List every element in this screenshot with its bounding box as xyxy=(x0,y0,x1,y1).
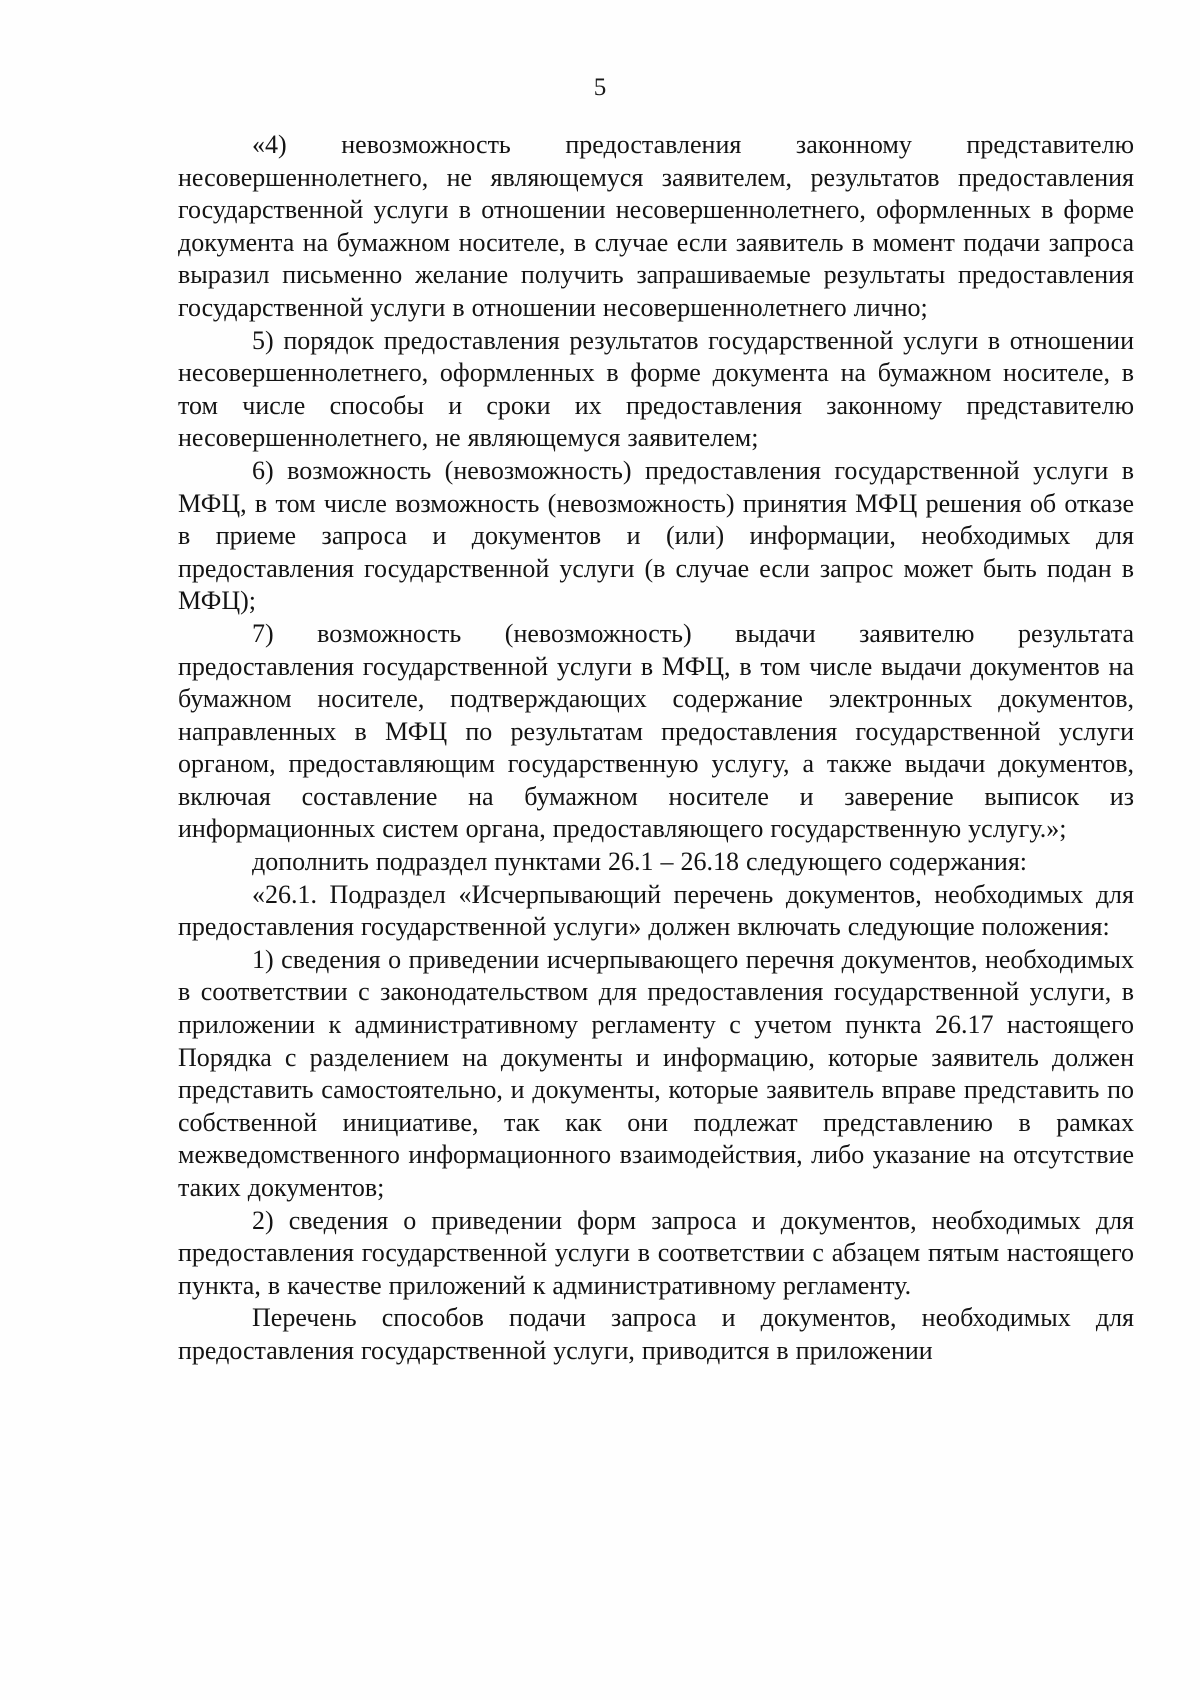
paragraph-item-4: «4) невозможность предоставления законному представителю несовершеннолетнего, не являющемуся заявителем, результатов предоставления государственной услуги в отношении несовершеннолетнего, оформленных в форме документа на бумажном носителе, в случае если заявитель в момент подачи запроса выразил письменно желание получить запрашиваемые результаты предоставления государственной услуги в отношении несовершеннолетнего лично; xyxy=(178,130,1134,322)
document-body xyxy=(178,129,1134,1368)
paragraph-item-7: 7) возможность (невозможность) выдачи заявителю результата предоставления государственной услуги в МФЦ, в том числе выдачи документов на бумажном носителе, подтверждающих содержание электронных документов, направленных в МФЦ по результатам предоставления государственной услуги органом, предоставляющим государственную услугу, а также выдачи документов, включая составление на бумажном носителе и заверение выписок из информационных систем органа, предоставляющего государственную услугу.»; xyxy=(178,618,1134,844)
paragraph-amendment-intro: дополнить подраздел пунктами 26.1 – 26.18 следующего содержания: xyxy=(252,847,1028,877)
page-number: 5 xyxy=(593,74,607,101)
paragraph-26-1: «26.1. Подраздел «Исчерпывающий перечень документов, необходимых для предоставления государственной услуги» должен включать следующие положения: xyxy=(178,879,1134,942)
paragraph-item-5: 5) порядок предоставления результатов государственной услуги в отношении несовершеннолетнего, оформленных в форме документа на бумажном носителе, в том числе способы и сроки их предоставления законному представителю несовершеннолетнего, не являющемуся заявителем; xyxy=(178,325,1134,453)
paragraph-item-6: 6) возможность (невозможность) предоставления государственной услуги в МФЦ, в том числе возможность (невозможность) принятия МФЦ решения об отказе в приеме запроса и документов и (или) информации, необходимых для предоставления государственной услуги (в случае если запрос может быть подан в МФЦ); xyxy=(178,455,1134,616)
paragraph-submission-methods: Перечень способов подачи запроса и документов, необходимых для предоставления государственной услуги, приводится в приложении xyxy=(178,1303,1134,1365)
paragraph-26-1-item-2: 2) сведения о приведении форм запроса и документов, необходимых для предоставления государственной услуги в соответствии с абзацем пятым настоящего пункта, в качестве приложений к административному регламенту. xyxy=(178,1205,1134,1300)
paragraph-26-1-item-1: 1) сведения о приведении исчерпывающего перечня документов, необходимых в соответствии с законодательством для предоставления государственной услуги, в приложении к административному регламенту с учетом пункта 26.17 настоящего Порядка с разделением на документы и информацию, которые заявитель должен представить самостоятельно, и документы, которые заявитель вправе представить по собственной инициативе, так как они подлежат представлению в рамках межведомственного информационного взаимодействия, либо указание на отсутствие таких документов; xyxy=(178,944,1134,1202)
